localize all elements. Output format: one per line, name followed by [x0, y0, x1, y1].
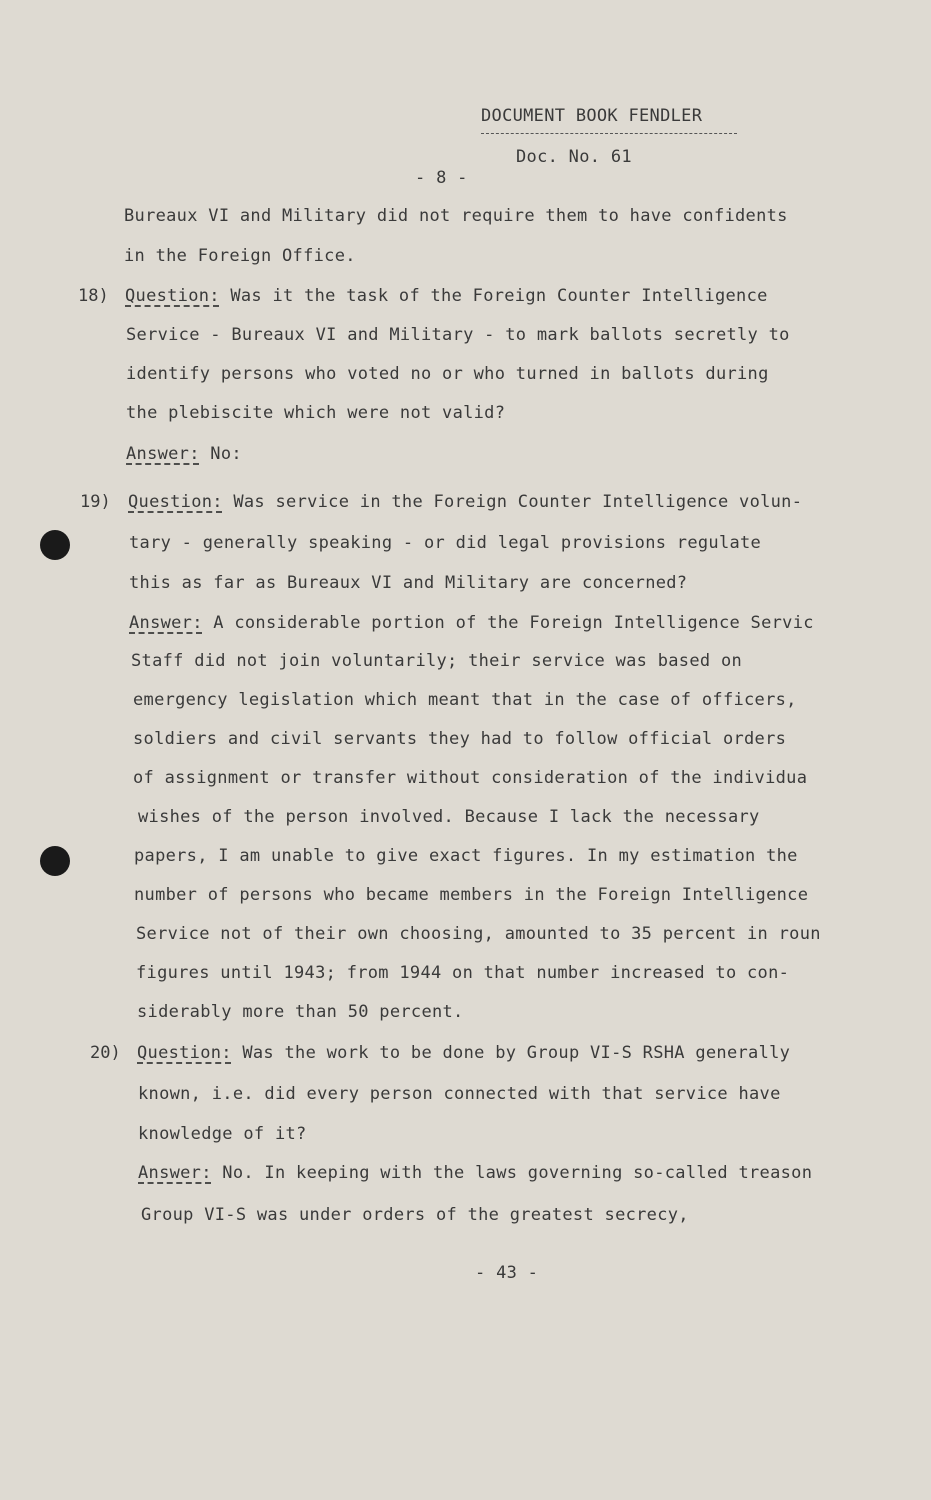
question-18-line: the plebiscite which were not valid?: [126, 403, 506, 423]
question-19-line: tary - generally speaking - or did legal provisions regulate: [129, 533, 762, 553]
answer-19-line: soldiers and civil servants they had to follow official orders: [133, 729, 787, 749]
answer-19-line: papers, I am unable to give exact figures. In my estimation the: [134, 846, 798, 866]
answer-label: Answer:: [129, 613, 203, 633]
answer-19-line: Staff did not join voluntarily; their service was based on: [131, 651, 743, 671]
answer-19-line: of assignment or transfer without consideration of the individua: [133, 768, 808, 788]
answer-19-line: figures until 1943; from 1944 on that number increased to con-: [136, 963, 790, 983]
page-number: - 8 -: [415, 168, 468, 188]
answer-20-line: Answer: No. In keeping with the laws governing so-called treason: [138, 1163, 813, 1183]
answer-label: Answer:: [138, 1163, 212, 1183]
doc-number: Doc. No. 61: [516, 147, 632, 167]
answer-20-line: Group VI-S was under orders of the greatest secrecy,: [141, 1205, 689, 1225]
question-19-line: Question: Was service in the Foreign Counter Intelligence volun-: [128, 492, 803, 512]
answer-label: Answer:: [126, 444, 200, 464]
punch-hole-bottom: [40, 846, 70, 876]
continuation-line: Bureaux VI and Military did not require them to have confidents: [124, 206, 788, 226]
question-label: Question:: [125, 286, 220, 306]
question-label: Question:: [137, 1043, 232, 1063]
question-18-line: Service - Bureaux VI and Military - to mark ballots secretly to: [126, 325, 790, 345]
item-number-19: 19): [80, 492, 111, 512]
footer-page-number: - 43 -: [475, 1263, 539, 1283]
question-label: Question:: [128, 492, 223, 512]
document-book-title: DOCUMENT BOOK FENDLER: [481, 106, 703, 126]
question-19-line: this as far as Bureaux VI and Military are concerned?: [129, 573, 688, 593]
question-20-line: knowledge of it?: [138, 1124, 307, 1144]
answer-19-line: emergency legislation which meant that in the case of officers,: [133, 690, 797, 710]
question-20-line: Question: Was the work to be done by Group VI-S RSHA generally: [137, 1043, 791, 1063]
item-number-20: 20): [90, 1043, 121, 1063]
answer-19-line: Answer: A considerable portion of the Foreign Intelligence Servic: [129, 613, 814, 633]
question-18-line: identify persons who voted no or who turned in ballots during: [126, 364, 769, 384]
header-divider: [481, 133, 737, 134]
item-number-18: 18): [78, 286, 109, 306]
answer-19-line: number of persons who became members in the Foreign Intelligence: [134, 885, 809, 905]
answer-19-line: wishes of the person involved. Because I lack the necessary: [138, 807, 760, 827]
continuation-line: in the Foreign Office.: [124, 246, 356, 266]
question-18-line: Question: Was it the task of the Foreign Counter Intelligence: [125, 286, 768, 306]
punch-hole-top: [40, 530, 70, 560]
answer-19-line: Service not of their own choosing, amounted to 35 percent in roun: [136, 924, 821, 944]
answer-19-line: siderably more than 50 percent.: [137, 1002, 464, 1022]
answer-18-line: Answer: No:: [126, 444, 242, 464]
question-20-line: known, i.e. did every person connected with that service have: [138, 1084, 781, 1104]
